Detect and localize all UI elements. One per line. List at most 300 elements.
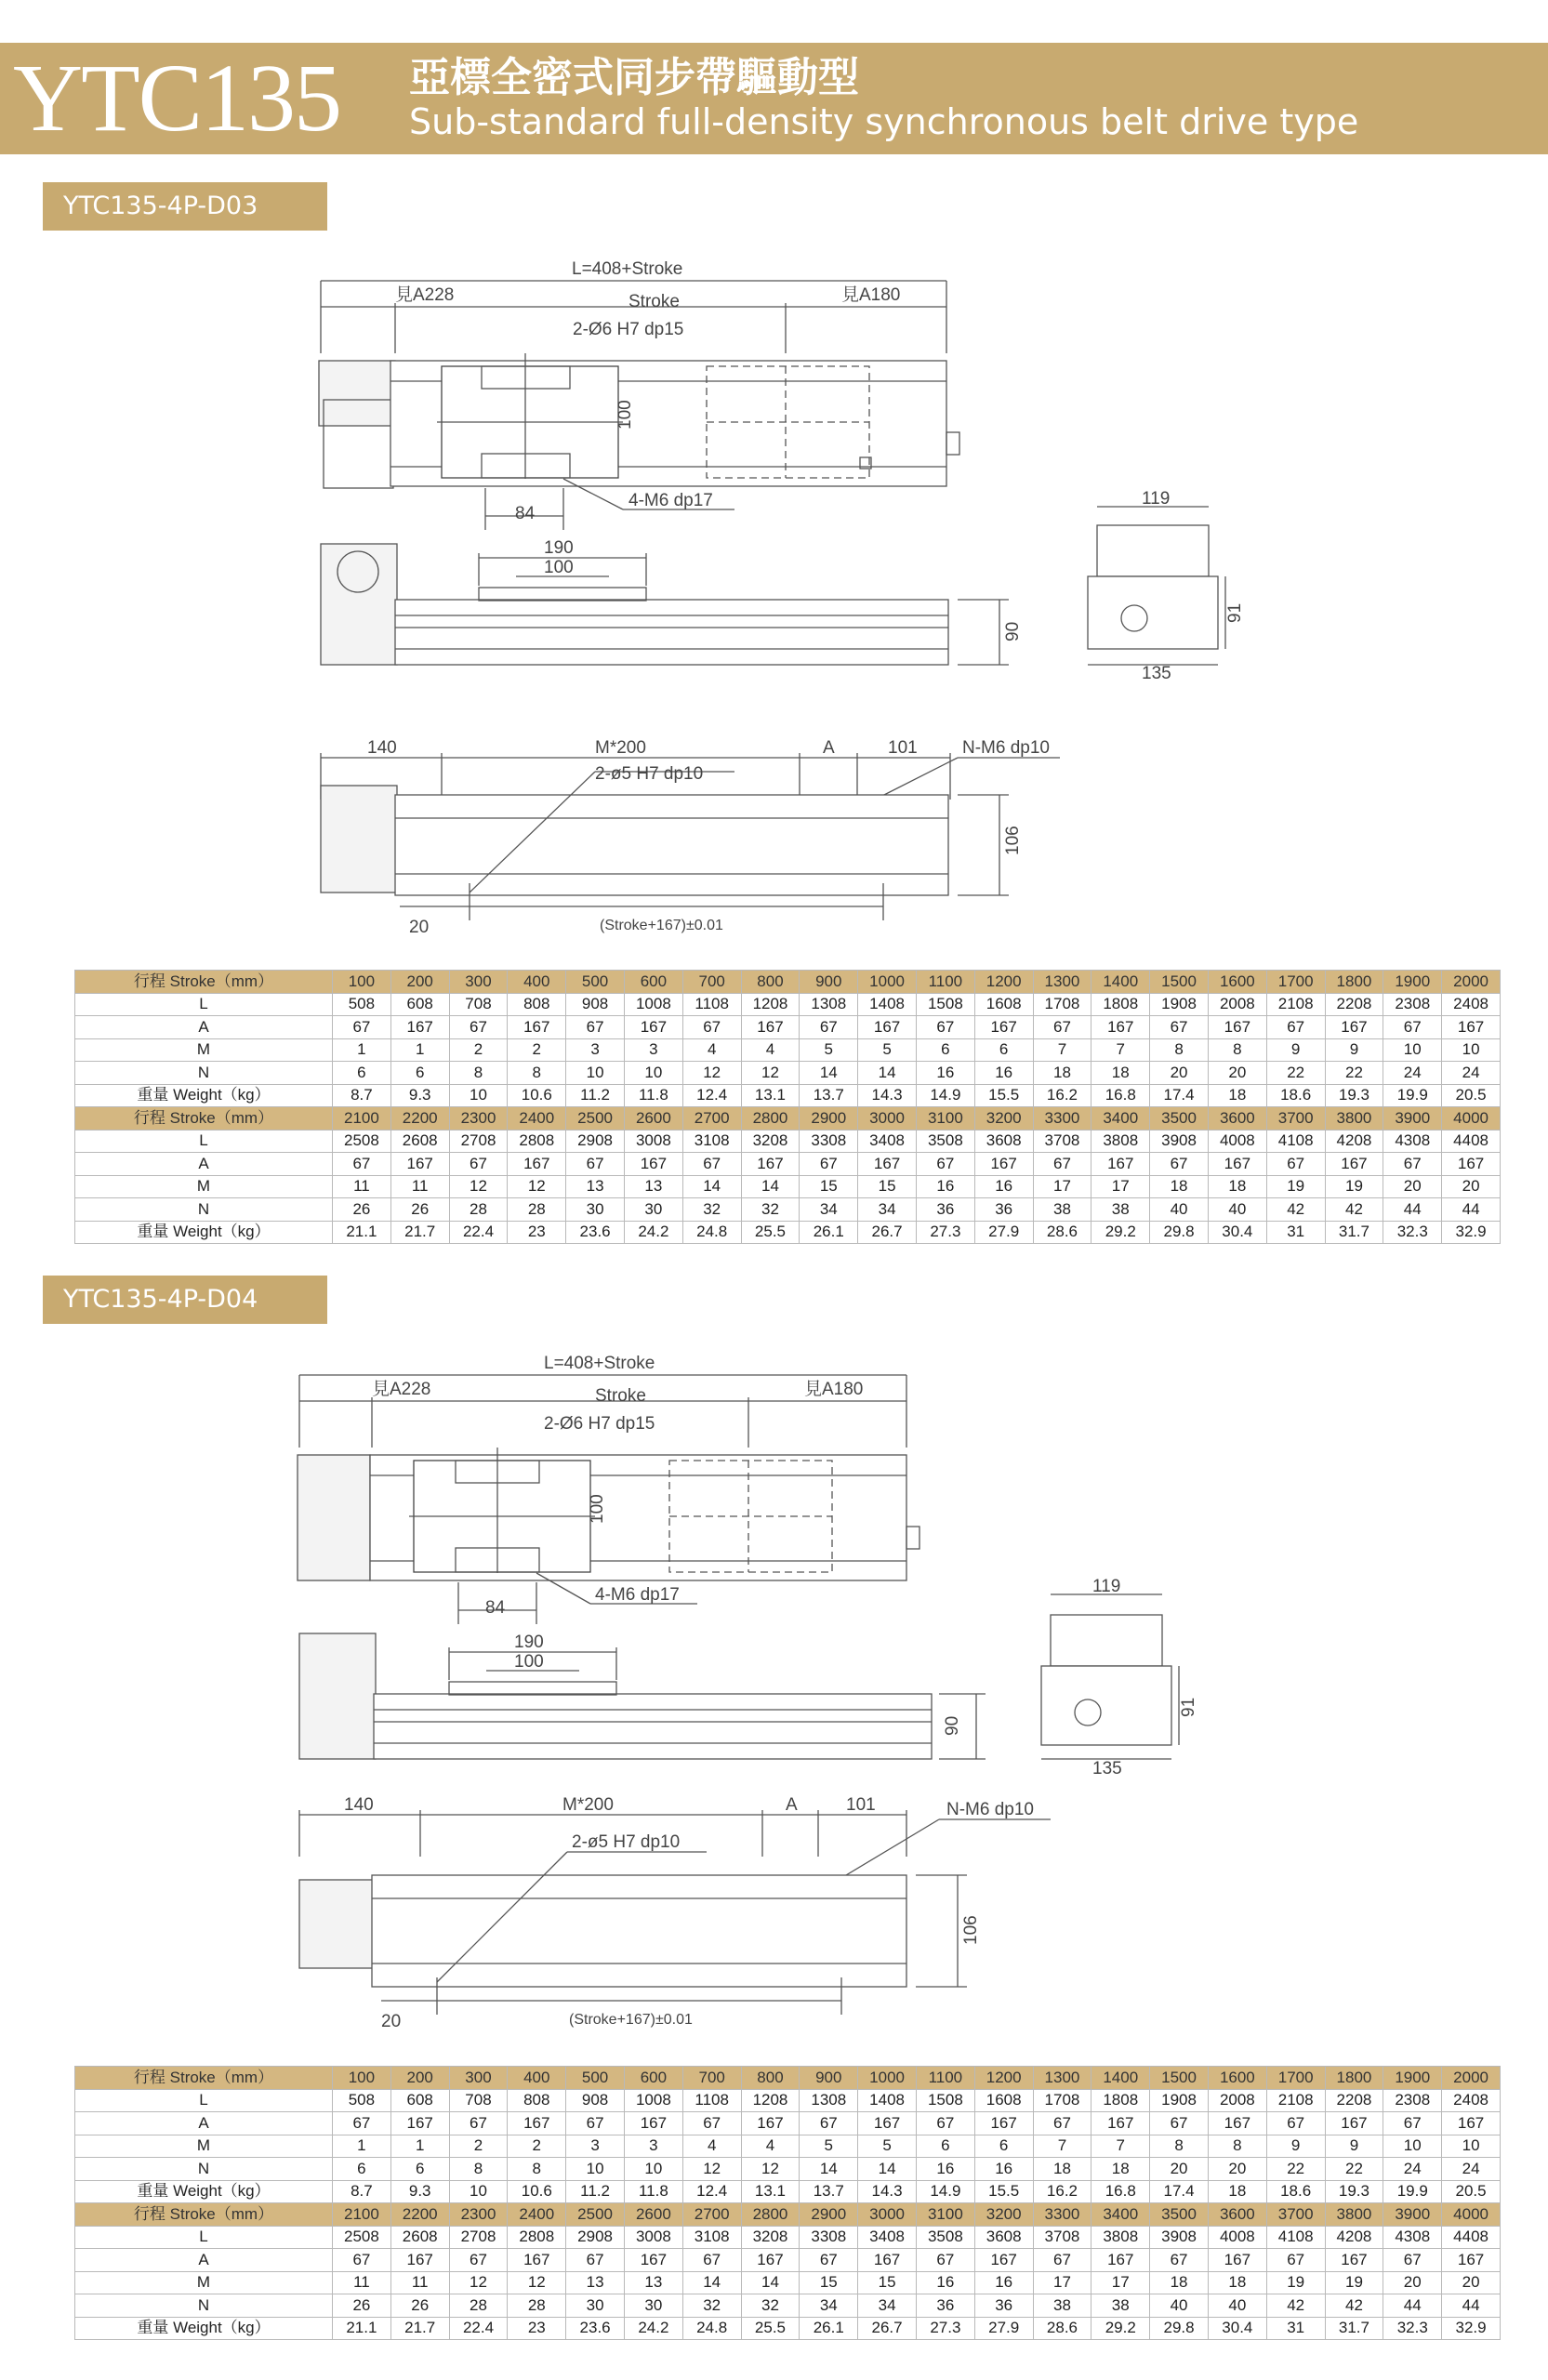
table-cell: 1208 xyxy=(741,2089,800,2112)
table-cell: 67 xyxy=(333,2249,391,2272)
table-cell: 2108 xyxy=(1266,993,1325,1016)
table-cell: 100 xyxy=(333,2067,391,2090)
dim-stroke: Stroke xyxy=(595,1386,646,1406)
table-cell: 1308 xyxy=(800,2089,858,2112)
table-cell: 10 xyxy=(1383,2135,1442,2158)
row-label: A xyxy=(75,1153,333,1176)
table-cell: 10 xyxy=(449,1084,508,1107)
table-cell: 67 xyxy=(1150,2112,1209,2135)
table-cell: 15.5 xyxy=(974,2180,1033,2203)
table-cell: 167 xyxy=(858,2249,917,2272)
table-cell: 17 xyxy=(1092,2271,1150,2294)
table-cell: 1100 xyxy=(916,971,974,994)
table-cell: 28 xyxy=(449,2294,508,2318)
table-cell: 2908 xyxy=(566,2226,625,2249)
table-cell: 167 xyxy=(390,1153,449,1176)
dim-90: 90 xyxy=(943,1715,962,1736)
table-cell: 40 xyxy=(1208,1198,1266,1222)
table-cell: 1 xyxy=(333,2135,391,2158)
table-cell: 167 xyxy=(741,1153,800,1176)
table-cell: 2600 xyxy=(624,1107,682,1130)
table-cell: 21.7 xyxy=(390,1221,449,1244)
table-cell: 6 xyxy=(390,1062,449,1085)
table-cell: 167 xyxy=(624,1153,682,1176)
row-label: 重量 Weight（kg） xyxy=(75,1221,333,1244)
table-cell: 67 xyxy=(1033,1016,1092,1039)
table-row xyxy=(75,1062,1501,1085)
table-cell: 1508 xyxy=(916,993,974,1016)
table-cell: 20 xyxy=(1208,1062,1266,1085)
table-cell: 14.9 xyxy=(916,2180,974,2203)
row-label: M xyxy=(75,2271,333,2294)
table-cell: 167 xyxy=(741,1016,800,1039)
table-cell: 13.7 xyxy=(800,2180,858,2203)
dim-holes: 2-Ø6 H7 dp15 xyxy=(544,1414,655,1434)
table-cell: 10 xyxy=(449,2180,508,2203)
table-cell: 16.8 xyxy=(1092,1084,1150,1107)
table-cell: 67 xyxy=(800,2112,858,2135)
table-cell: 12 xyxy=(741,2158,800,2181)
table-cell: 30 xyxy=(566,2294,625,2318)
table-cell: 2300 xyxy=(449,1107,508,1130)
table-cell: 8 xyxy=(449,2158,508,2181)
table-cell: 40 xyxy=(1150,2294,1209,2318)
row-label: 行程 Stroke（mm） xyxy=(75,1107,333,1130)
row-label: 重量 Weight（kg） xyxy=(75,2180,333,2203)
table-row xyxy=(75,1038,1501,1062)
table-cell: 3300 xyxy=(1033,1107,1092,1130)
table-cell: 167 xyxy=(1325,2249,1383,2272)
table-cell: 67 xyxy=(449,2249,508,2272)
table-cell: 1400 xyxy=(1092,2067,1150,2090)
table-cell: 67 xyxy=(333,1153,391,1176)
dim-right-180: 見A180 xyxy=(841,285,901,305)
table-cell: 1108 xyxy=(682,993,741,1016)
dim-height-100: 100 xyxy=(615,400,635,430)
row-label: N xyxy=(75,2294,333,2318)
table-cell: 900 xyxy=(800,2067,858,2090)
row-label: 行程 Stroke（mm） xyxy=(75,2067,333,2090)
table-cell: 200 xyxy=(390,971,449,994)
dim-20: 20 xyxy=(409,918,430,937)
dim-135: 135 xyxy=(1092,1759,1122,1778)
table-cell: 2 xyxy=(449,2135,508,2158)
table-cell: 67 xyxy=(1383,2112,1442,2135)
table-cell: 4208 xyxy=(1325,1130,1383,1153)
table-cell: 17.4 xyxy=(1150,2180,1209,2203)
table-cell: 11 xyxy=(333,2271,391,2294)
dim-90: 90 xyxy=(1003,621,1023,641)
table-cell: 12.4 xyxy=(682,1084,741,1107)
table-cell: 10 xyxy=(624,1062,682,1085)
dim-84: 84 xyxy=(485,1598,506,1618)
table-cell: 3508 xyxy=(916,2226,974,2249)
table-cell: 3 xyxy=(566,2135,625,2158)
table-cell: 10 xyxy=(1442,1038,1501,1062)
table-cell: 4208 xyxy=(1325,2226,1383,2249)
table-cell: 2708 xyxy=(449,2226,508,2249)
stroke-header-row xyxy=(75,971,1501,994)
table-row xyxy=(75,2226,1501,2249)
table-row xyxy=(75,2089,1501,2112)
dim-84: 84 xyxy=(515,504,536,523)
dim-stroke: Stroke xyxy=(628,292,680,311)
row-label: M xyxy=(75,2135,333,2158)
row-label: L xyxy=(75,2226,333,2249)
table-cell: 17 xyxy=(1033,2271,1092,2294)
table-cell: 23 xyxy=(508,2317,566,2340)
table-cell: 3300 xyxy=(1033,2203,1092,2227)
table-cell: 7 xyxy=(1092,1038,1150,1062)
table-cell: 34 xyxy=(800,2294,858,2318)
table-cell: 3708 xyxy=(1033,1130,1092,1153)
dim-119: 119 xyxy=(1092,1577,1121,1596)
dim-right-180: 見A180 xyxy=(804,1380,864,1399)
table-cell: 167 xyxy=(1442,1016,1501,1039)
table-cell: 9 xyxy=(1266,1038,1325,1062)
table-cell: 167 xyxy=(390,1016,449,1039)
table-cell: 1200 xyxy=(974,971,1033,994)
table-cell: 1900 xyxy=(1383,2067,1442,2090)
table-cell: 2800 xyxy=(741,1107,800,1130)
table-cell: 67 xyxy=(1150,2249,1209,2272)
table-cell: 13 xyxy=(566,2271,625,2294)
table-cell: 167 xyxy=(508,2112,566,2135)
row-label: A xyxy=(75,1016,333,1039)
table-cell: 20.5 xyxy=(1442,1084,1501,1107)
table-cell: 14 xyxy=(800,2158,858,2181)
table-row xyxy=(75,2112,1501,2135)
table-cell: 808 xyxy=(508,2089,566,2112)
table-cell: 14.3 xyxy=(858,2180,917,2203)
table-cell: 20 xyxy=(1383,1175,1442,1198)
dim-n-m6: N-M6 dp10 xyxy=(946,1800,1034,1819)
table-cell: 400 xyxy=(508,971,566,994)
row-label: N xyxy=(75,1198,333,1222)
table-cell: 30.4 xyxy=(1208,1221,1266,1244)
table-row xyxy=(75,2271,1501,2294)
table-cell: 38 xyxy=(1092,2294,1150,2318)
table-cell: 800 xyxy=(741,971,800,994)
section-label-d03: YTC135-4P-D03 xyxy=(43,182,327,231)
table-cell: 67 xyxy=(1033,1153,1092,1176)
table-cell: 500 xyxy=(566,2067,625,2090)
table-cell: 2100 xyxy=(333,1107,391,1130)
table-cell: 1408 xyxy=(858,2089,917,2112)
table-cell: 13 xyxy=(624,1175,682,1198)
table-cell: 2608 xyxy=(390,2226,449,2249)
table-cell: 4 xyxy=(741,1038,800,1062)
table-cell: 4008 xyxy=(1208,1130,1266,1153)
table-cell: 26.1 xyxy=(800,2317,858,2340)
table-cell: 3808 xyxy=(1092,1130,1150,1153)
table-cell: 34 xyxy=(858,2294,917,2318)
table-cell: 167 xyxy=(390,2112,449,2135)
table-cell: 67 xyxy=(800,1016,858,1039)
table-cell: 67 xyxy=(1266,1153,1325,1176)
table-cell: 67 xyxy=(566,2249,625,2272)
table-cell: 23.6 xyxy=(566,2317,625,2340)
table-cell: 26.1 xyxy=(800,1221,858,1244)
table-cell: 167 xyxy=(1325,1016,1383,1039)
table-cell: 167 xyxy=(1442,1153,1501,1176)
table-cell: 2000 xyxy=(1442,971,1501,994)
table-cell: 14 xyxy=(858,2158,917,2181)
table-cell: 3600 xyxy=(1208,2203,1266,2227)
table-cell: 67 xyxy=(449,1153,508,1176)
table-cell: 3800 xyxy=(1325,2203,1383,2227)
table-cell: 200 xyxy=(390,2067,449,2090)
table-cell: 6 xyxy=(916,2135,974,2158)
table-cell: 44 xyxy=(1442,2294,1501,2318)
table-cell: 18.6 xyxy=(1266,1084,1325,1107)
table-cell: 22.4 xyxy=(449,2317,508,2340)
end-view xyxy=(1088,489,1245,683)
table-cell: 22 xyxy=(1325,1062,1383,1085)
table-cell: 26.7 xyxy=(858,1221,917,1244)
table-cell: 3708 xyxy=(1033,2226,1092,2249)
table-cell: 18 xyxy=(1150,2271,1209,2294)
table-cell: 67 xyxy=(1033,2249,1092,2272)
table-cell: 300 xyxy=(449,971,508,994)
table-cell: 27.3 xyxy=(916,1221,974,1244)
table-cell: 3 xyxy=(624,2135,682,2158)
table-cell: 67 xyxy=(1266,2249,1325,2272)
table-cell: 1608 xyxy=(974,993,1033,1016)
table-cell: 500 xyxy=(566,971,625,994)
table-cell: 167 xyxy=(858,2112,917,2135)
table-cell: 700 xyxy=(682,971,741,994)
table-cell: 13.1 xyxy=(741,1084,800,1107)
table-cell: 1708 xyxy=(1033,2089,1092,2112)
table-cell: 167 xyxy=(1092,1016,1150,1039)
table-cell: 2008 xyxy=(1208,2089,1266,2112)
table-cell: 2500 xyxy=(566,2203,625,2227)
table-cell: 40 xyxy=(1150,1198,1209,1222)
table-cell: 29.2 xyxy=(1092,1221,1150,1244)
table-cell: 4 xyxy=(741,2135,800,2158)
table-cell: 22 xyxy=(1325,2158,1383,2181)
table-cell: 67 xyxy=(682,2249,741,2272)
table-row xyxy=(75,2249,1501,2272)
dim-106: 106 xyxy=(961,1915,981,1945)
table-cell: 32 xyxy=(741,1198,800,1222)
table-cell: 3100 xyxy=(916,2203,974,2227)
table-cell: 14 xyxy=(800,1062,858,1085)
table-cell: 10.6 xyxy=(508,1084,566,1107)
table-row xyxy=(75,1198,1501,1222)
table-cell: 32.9 xyxy=(1442,1221,1501,1244)
table-cell: 1308 xyxy=(800,993,858,1016)
table-cell: 4 xyxy=(682,2135,741,2158)
dim-length: L=408+Stroke xyxy=(572,259,683,279)
table-cell: 4308 xyxy=(1383,1130,1442,1153)
table-cell: 22.4 xyxy=(449,1221,508,1244)
table-cell: 24 xyxy=(1442,2158,1501,2181)
table-cell: 2600 xyxy=(624,2203,682,2227)
table-cell: 10 xyxy=(566,2158,625,2181)
table-cell: 19.3 xyxy=(1325,2180,1383,2203)
table-cell: 2608 xyxy=(390,1130,449,1153)
table-cell: 18 xyxy=(1092,1062,1150,1085)
dim-a: A xyxy=(823,738,835,758)
table-cell: 16 xyxy=(974,2158,1033,2181)
table-cell: 23.6 xyxy=(566,1221,625,1244)
table-cell: 167 xyxy=(1208,1153,1266,1176)
table-cell: 15 xyxy=(800,2271,858,2294)
table-cell: 19 xyxy=(1266,1175,1325,1198)
table-cell: 6 xyxy=(916,1038,974,1062)
row-label: 行程 Stroke（mm） xyxy=(75,971,333,994)
table-cell: 167 xyxy=(974,1153,1033,1176)
table-cell: 3408 xyxy=(858,2226,917,2249)
row-label: A xyxy=(75,2112,333,2135)
table-cell: 12 xyxy=(449,2271,508,2294)
table-cell: 3400 xyxy=(1092,1107,1150,1130)
table-cell: 17 xyxy=(1092,1175,1150,1198)
bottom-view xyxy=(299,1795,1051,2031)
table-cell: 31.7 xyxy=(1325,1221,1383,1244)
table-cell: 16 xyxy=(916,2158,974,2181)
table-cell: 3908 xyxy=(1150,1130,1209,1153)
table-cell: 36 xyxy=(974,2294,1033,2318)
table-cell: 167 xyxy=(741,2249,800,2272)
table-cell: 14 xyxy=(858,1062,917,1085)
table-cell: 167 xyxy=(1092,2249,1150,2272)
table-cell: 18 xyxy=(1208,1084,1266,1107)
row-label: N xyxy=(75,1062,333,1085)
table-cell: 6 xyxy=(333,1062,391,1085)
table-cell: 167 xyxy=(508,2249,566,2272)
table-cell: 16 xyxy=(974,1062,1033,1085)
table-cell: 908 xyxy=(566,993,625,1016)
table-cell: 13 xyxy=(566,1175,625,1198)
table-row xyxy=(75,2317,1501,2340)
table-cell: 167 xyxy=(1442,2249,1501,2272)
table-cell: 24 xyxy=(1383,2158,1442,2181)
table-cell: 17 xyxy=(1033,1175,1092,1198)
table-cell: 9 xyxy=(1266,2135,1325,2158)
table-cell: 3008 xyxy=(624,1130,682,1153)
table-cell: 22 xyxy=(1266,2158,1325,2181)
table-cell: 67 xyxy=(916,2112,974,2135)
table-cell: 22 xyxy=(1266,1062,1325,1085)
table-cell: 2208 xyxy=(1325,2089,1383,2112)
table-cell: 20 xyxy=(1150,1062,1209,1085)
table-cell: 14 xyxy=(741,1175,800,1198)
table-cell: 1100 xyxy=(916,2067,974,2090)
table-cell: 67 xyxy=(800,2249,858,2272)
table-cell: 3700 xyxy=(1266,1107,1325,1130)
table-cell: 708 xyxy=(449,2089,508,2112)
table-cell: 3 xyxy=(566,1038,625,1062)
dim-pins: 2-ø5 H7 dp10 xyxy=(572,1832,681,1852)
table-cell: 12 xyxy=(682,1062,741,1085)
table-cell: 21.1 xyxy=(333,1221,391,1244)
table-row xyxy=(75,1130,1501,1153)
table-cell: 7 xyxy=(1092,2135,1150,2158)
table-cell: 13.1 xyxy=(741,2180,800,2203)
table-cell: 31.7 xyxy=(1325,2317,1383,2340)
table-cell: 67 xyxy=(449,1016,508,1039)
table-cell: 5 xyxy=(800,1038,858,1062)
table-cell: 19 xyxy=(1325,2271,1383,2294)
table-cell: 67 xyxy=(682,1016,741,1039)
table-cell: 9 xyxy=(1325,2135,1383,2158)
table-cell: 67 xyxy=(1383,2249,1442,2272)
table-cell: 1500 xyxy=(1150,971,1209,994)
table-cell: 28 xyxy=(508,1198,566,1222)
table-cell: 8.7 xyxy=(333,1084,391,1107)
table-cell: 1600 xyxy=(1208,2067,1266,2090)
table-cell: 67 xyxy=(1033,2112,1092,2135)
table-cell: 9.3 xyxy=(390,1084,449,1107)
side-view xyxy=(321,538,1023,665)
table-cell: 167 xyxy=(624,2249,682,2272)
row-label: M xyxy=(75,1175,333,1198)
table-cell: 3408 xyxy=(858,1130,917,1153)
row-label: L xyxy=(75,993,333,1016)
table-cell: 2308 xyxy=(1383,2089,1442,2112)
table-cell: 1000 xyxy=(858,2067,917,2090)
table-cell: 10 xyxy=(1383,1038,1442,1062)
row-label: L xyxy=(75,1130,333,1153)
table-cell: 11 xyxy=(333,1175,391,1198)
table-cell: 14.9 xyxy=(916,1084,974,1107)
table-cell: 29.8 xyxy=(1150,2317,1209,2340)
table-cell: 3908 xyxy=(1150,2226,1209,2249)
table-cell: 2100 xyxy=(333,2203,391,2227)
table-cell: 1200 xyxy=(974,2067,1033,2090)
row-label: 行程 Stroke（mm） xyxy=(75,2203,333,2227)
table-cell: 167 xyxy=(741,2112,800,2135)
technical-drawing-d03 xyxy=(0,251,1548,939)
table-cell: 32 xyxy=(682,2294,741,2318)
model-title: YTC135 xyxy=(13,45,340,152)
title-english: Sub-standard full-density synchronous belt drive type xyxy=(409,101,1359,142)
table-cell: 26 xyxy=(390,2294,449,2318)
table-cell: 17.4 xyxy=(1150,1084,1209,1107)
table-cell: 19.3 xyxy=(1325,1084,1383,1107)
table-cell: 24.8 xyxy=(682,2317,741,2340)
title-chinese: 亞標全密式同步帶驅動型 xyxy=(409,54,859,101)
table-cell: 2508 xyxy=(333,1130,391,1153)
table-cell: 2 xyxy=(449,1038,508,1062)
dim-height-100: 100 xyxy=(588,1494,607,1524)
table-cell: 26 xyxy=(390,1198,449,1222)
table-cell: 5 xyxy=(858,2135,917,2158)
table-cell: 28.6 xyxy=(1033,1221,1092,1244)
table-cell: 24.2 xyxy=(624,1221,682,1244)
table-cell: 3 xyxy=(624,1038,682,1062)
table-cell: 3208 xyxy=(741,2226,800,2249)
table-cell: 1808 xyxy=(1092,993,1150,1016)
table-cell: 14 xyxy=(682,2271,741,2294)
table-cell: 100 xyxy=(333,971,391,994)
table-cell: 167 xyxy=(508,1153,566,1176)
table-cell: 1808 xyxy=(1092,2089,1150,2112)
table-cell: 11.8 xyxy=(624,2180,682,2203)
table-cell: 18 xyxy=(1208,1175,1266,1198)
table-cell: 4000 xyxy=(1442,1107,1501,1130)
row-label: 重量 Weight（kg） xyxy=(75,1084,333,1107)
table-cell: 28 xyxy=(508,2294,566,2318)
section-label-d04: YTC135-4P-D04 xyxy=(43,1276,327,1324)
table-cell: 18.6 xyxy=(1266,2180,1325,2203)
table-cell: 67 xyxy=(333,1016,391,1039)
table-cell: 2508 xyxy=(333,2226,391,2249)
table-cell: 11.2 xyxy=(566,1084,625,1107)
